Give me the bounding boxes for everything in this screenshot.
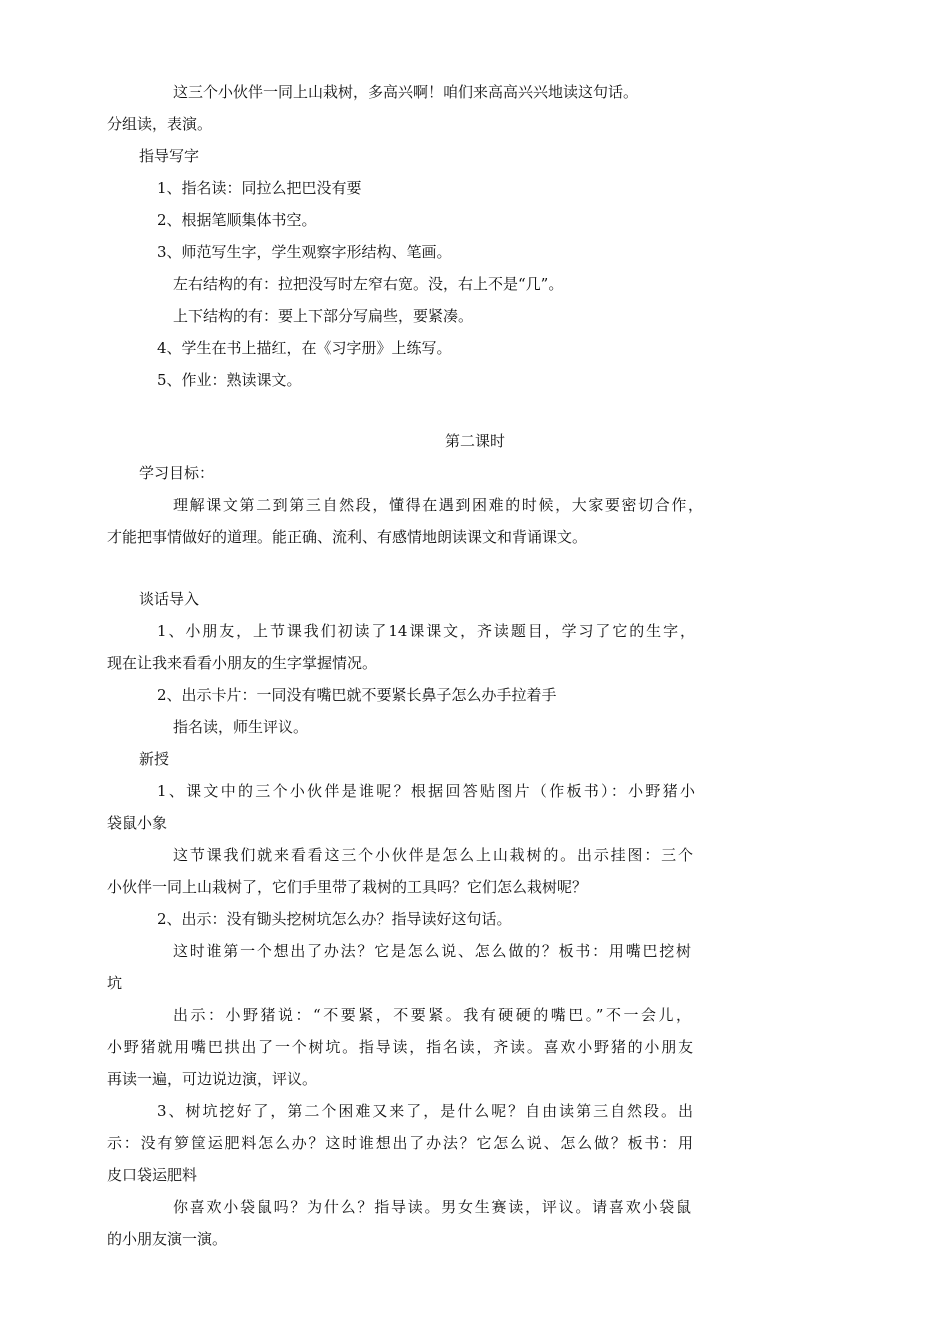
list-item: 4、学生在书上描红，在《习字册》上练写。 xyxy=(157,339,452,357)
paragraph-line: 才能把事情做好的道理。能正确、流利、有感情地朗读课文和背诵课文。 xyxy=(107,528,588,546)
paragraph-line: 指名读，师生评议。 xyxy=(173,718,309,736)
section-heading: 谈话导入 xyxy=(139,590,200,608)
list-item: 2、出示卡片：一同没有嘴巴就不要紧长鼻子怎么办手拉着手 xyxy=(157,686,557,704)
paragraph-line: 这三个小伙伴一同上山栽树，多高兴啊！咱们来高高兴兴地读这句话。 xyxy=(173,83,639,101)
paragraph-line: 你喜欢小袋鼠吗？为什么？指导读。男女生赛读，评议。请喜欢小袋鼠 xyxy=(173,1198,691,1216)
list-item: 1、指名读：同拉么把巴没有要 xyxy=(157,179,362,197)
paragraph-line: 坑 xyxy=(107,974,123,992)
list-item: 3、师范写生字，学生观察字形结构、笔画。 xyxy=(157,243,452,261)
list-item: 1、小朋友，上节课我们初读了14课课文，齐读题目，学习了它的生字， xyxy=(157,622,695,640)
paragraph-line: 现在让我来看看小朋友的生字掌握情况。 xyxy=(107,654,378,672)
list-item: 3、树坑挖好了，第二个困难又来了，是什么呢？自由读第三自然段。出 xyxy=(157,1102,693,1120)
paragraph-line: 小野猪就用嘴巴拱出了一个树坑。指导读，指名读，齐读。喜欢小野猪的小朋友 xyxy=(107,1038,693,1056)
paragraph-line: 示：没有箩筐运肥料怎么办？这时谁想出了办法？它怎么说、怎么做？板书：用 xyxy=(107,1134,693,1152)
paragraph-line: 再读一遍，可边说边演，评议。 xyxy=(107,1070,318,1088)
list-item: 5、作业：熟读课文。 xyxy=(157,371,302,389)
page-title: 第二课时 xyxy=(444,432,505,450)
paragraph-line: 的小朋友演一演。 xyxy=(107,1230,228,1248)
paragraph-line: 这时谁第一个想出了办法？它是怎么说、怎么做的？板书：用嘴巴挖树 xyxy=(173,942,691,960)
paragraph-line: 皮口袋运肥料 xyxy=(107,1166,198,1184)
paragraph-line: 理解课文第二到第三自然段，懂得在遇到困难的时候，大家要密切合作， xyxy=(173,496,703,514)
list-item: 2、根据笔顺集体书空。 xyxy=(157,211,317,229)
list-item: 2、出示：没有锄头挖树坑怎么办？指导读好这句话。 xyxy=(157,910,512,928)
paragraph-line: 分组读，表演。 xyxy=(107,115,213,133)
paragraph-line: 出示：小野猪说：“不要紧，不要紧。我有硬硬的嘴巴。”不一会儿， xyxy=(173,1006,691,1024)
section-heading: 新授 xyxy=(139,750,170,768)
paragraph-line: 袋鼠小象 xyxy=(107,814,168,832)
section-heading: 学习目标： xyxy=(139,464,215,482)
list-item: 1、课文中的三个小伙伴是谁呢？根据回答贴图片（作板书）：小野猪小 xyxy=(157,782,695,800)
paragraph-line: 左右结构的有：拉把没写时左窄右宽。没，右上不是“几”。 xyxy=(173,275,564,293)
paragraph-line: 这节课我们就来看看这三个小伙伴是怎么上山栽树的。出示挂图：三个 xyxy=(173,846,693,864)
section-heading: 指导写字 xyxy=(139,147,200,165)
paragraph-line: 小伙伴一同上山栽树了，它们手里带了栽树的工具吗？它们怎么栽树呢？ xyxy=(107,878,588,896)
paragraph-line: 上下结构的有：要上下部分写扁些，要紧凑。 xyxy=(173,307,474,325)
